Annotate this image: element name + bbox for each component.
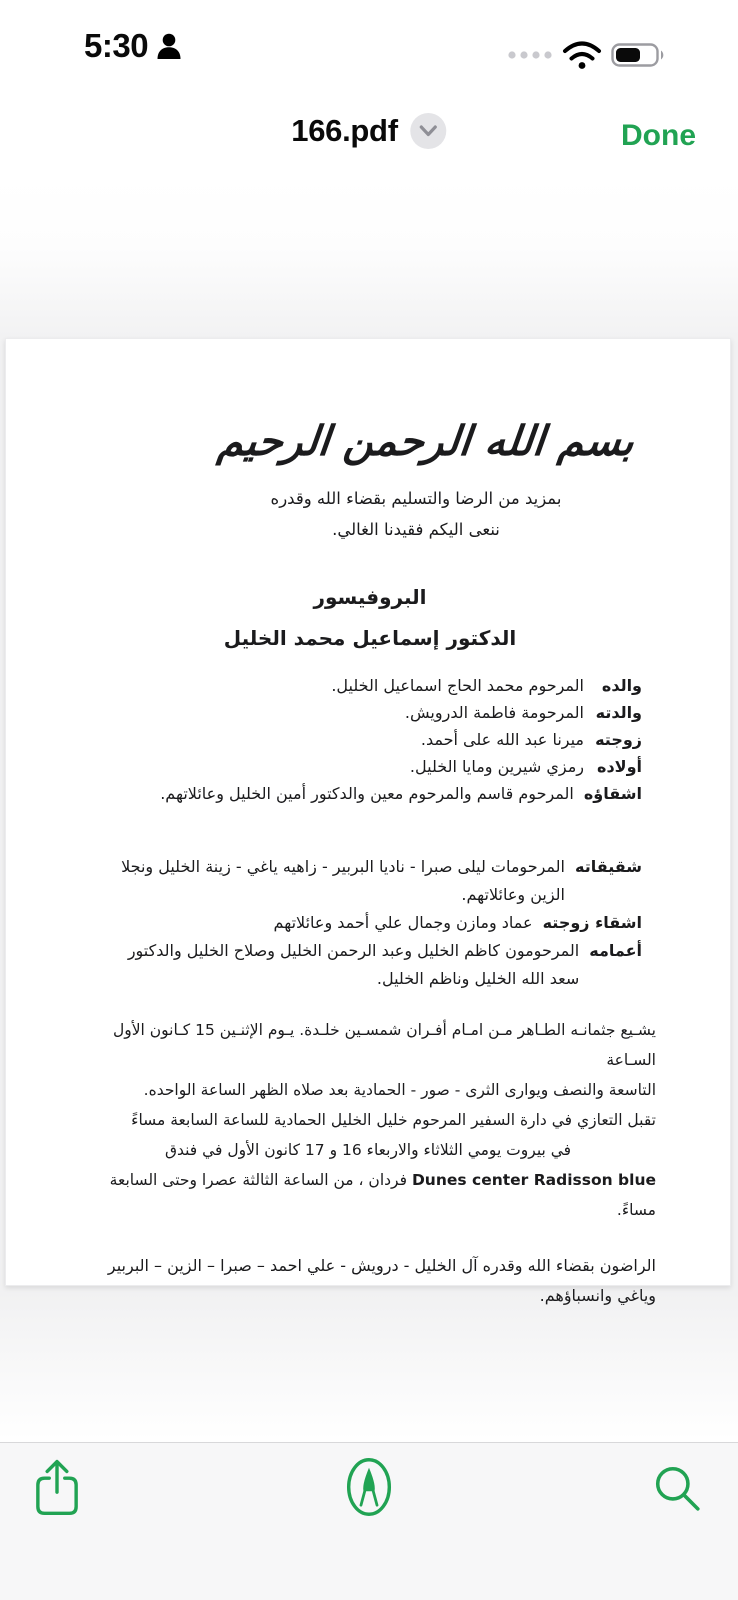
closing-line: الراضون بقضاء الله وقدره آل الخليل - درويش - علي احمد – صبرا – الزين – البربير وياغي وانسباؤهم. <box>107 1256 656 1305</box>
relations-primary <box>98 672 642 807</box>
relation-label: اشقاؤه <box>583 784 642 803</box>
relation-value: ميرنا عبد الله على أحمد. <box>420 730 584 749</box>
relation-label: اشقاء زوجته <box>542 913 642 932</box>
relation-row <box>98 699 642 726</box>
hotel-line-arabic: فردان ، من الساعة الثالثة عصرا وحتى السابعة مساءً. <box>109 1171 656 1219</box>
relation-row <box>98 937 642 993</box>
status-icons <box>507 40 668 70</box>
announcement-line: يشـيع جثمانـه الطـاهر مـن امـام أفـران شمسـين خلـدة. يـوم الإثنـين 15 كـانون الأول السـاعة <box>112 1021 656 1069</box>
relation-value: المرحوم قاسم والمرحوم معين والدكتور أمين الخليل وعائلاتهم. <box>160 784 574 803</box>
deceased-name: الدكتور إسماعيل محمد الخليل <box>223 626 517 650</box>
announcement-line: في بيروت يومي الثلاثاء والاربعاء 16 و 17 كانون الأول في فندق <box>164 1141 572 1159</box>
document-title-menu[interactable] <box>291 113 446 149</box>
relation-value: المرحومون كاظم الخليل وعبد الرحمن الخليل وصلاح الخليل والدكتور سعد الله الخليل وناظم الخليل. <box>127 941 580 988</box>
relation-value: عماد ومازن وجمال علي أحمد وعائلاتهم <box>273 913 533 932</box>
document-scroll-area[interactable] <box>0 178 738 1442</box>
done-button[interactable]: Done <box>621 119 696 152</box>
relation-label: والدته <box>595 703 642 722</box>
honorific-title: البروفيسور <box>313 585 427 609</box>
pdf-page[interactable] <box>5 338 731 1305</box>
relation-value: رمزي شيرين ومايا الخليل. <box>409 757 584 776</box>
relation-label: شقيقاته <box>574 857 642 876</box>
deceased-heading <box>98 577 642 659</box>
relation-row <box>98 780 642 807</box>
relation-label: أولاده <box>597 757 642 776</box>
basmala-calligraphy: بسم الله الرحمن الرحيم <box>215 417 637 465</box>
relation-row <box>98 909 642 937</box>
relation-value: المرحومات ليلى صبرا - ناديا البربير - زاهيه ياغي - زينة الخليل ونجلا الزين وعائلاتهم. <box>121 857 565 904</box>
relation-row <box>98 672 642 699</box>
search-icon <box>652 1463 702 1513</box>
announcement-line: التاسعة والنصف ويوارى الثرى - صور - الحمادية بعد صلاه الظهر الساعة الواحده. <box>143 1081 656 1099</box>
search-button[interactable] <box>652 1463 702 1513</box>
markup-button[interactable] <box>345 1456 393 1518</box>
funeral-announcement <box>80 1015 656 1225</box>
share-icon <box>33 1458 81 1518</box>
relation-row <box>98 726 642 753</box>
relation-label: والده <box>601 676 642 695</box>
battery-icon <box>611 41 668 69</box>
intro-line: بمزيد من الرضا والتسليم بقضاء الله وقدره <box>270 489 562 508</box>
chevron-down-icon[interactable] <box>411 113 447 149</box>
intro-lines <box>144 483 688 545</box>
announcement-line-hotel <box>80 1165 656 1225</box>
wifi-icon <box>562 40 602 70</box>
share-button[interactable] <box>33 1458 81 1518</box>
relation-value: المرحوم محمد الحاج اسماعيل الخليل. <box>331 676 584 695</box>
intro-line: ننعى اليكم فقيدنا الغالي. <box>332 520 500 539</box>
relation-row <box>98 853 642 909</box>
bottom-toolbar <box>0 1442 738 1600</box>
cellular-signal-icon <box>507 50 553 60</box>
markup-icon <box>345 1456 393 1518</box>
person-icon <box>156 33 182 60</box>
status-time: 5:30 <box>84 27 149 64</box>
hotel-name-latin: Dunes center Radisson blue <box>411 1171 656 1189</box>
relation-label: أعمامه <box>589 941 642 960</box>
relations-secondary <box>98 853 642 993</box>
relation-value: المرحومة فاطمة الدرويش. <box>404 703 584 722</box>
announcement-line: تقبل التعازي في دارة السفير المرحوم خليل الخليل الحمادية للساعة السابعة مساءً <box>131 1111 656 1129</box>
relation-row <box>98 753 642 780</box>
relation-label: زوجته <box>595 730 642 749</box>
document-title: 166.pdf <box>291 113 398 148</box>
